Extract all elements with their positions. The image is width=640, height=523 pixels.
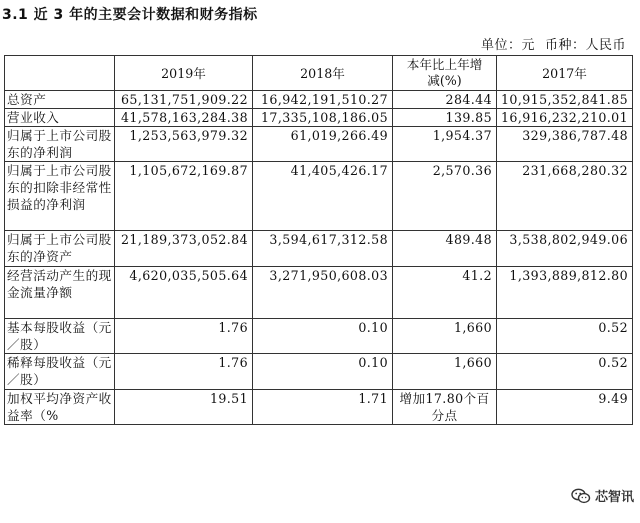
row-label: 归属于上市公司股东的净资产 [5,231,115,267]
value-change: 139.85 [393,109,497,127]
table-row [5,319,633,354]
value-2019: 1.76 [115,319,253,354]
row-label: 稀释每股收益（元／股） [5,354,115,390]
value-change: 489.48 [393,231,497,267]
header-2018: 2018年 [253,56,393,91]
table-row [5,267,633,319]
table-row [5,231,633,267]
value-2017: 3,538,802,949.06 [497,231,633,267]
table-row [5,109,633,127]
value-2018: 0.10 [253,354,393,390]
header-change-text: 本年比上年增减(%) [406,57,483,88]
value-2017: 329,386,787.48 [497,127,633,162]
row-label: 加权平均净资产收益率（% [5,390,115,425]
table-header-row [5,56,633,91]
row-label: 基本每股收益（元／股） [5,319,115,354]
value-2018: 16,942,191,510.27 [253,91,393,109]
value-2019: 4,620,035,505.64 [115,267,253,319]
row-label: 营业收入 [5,109,115,127]
table-row [5,127,633,162]
row-label: 总资产 [5,91,115,109]
watermark [571,486,634,505]
value-2017: 10,915,352,841.85 [497,91,633,109]
unit-label: 单位：元 [480,38,535,53]
value-2019: 21,189,373,052.84 [115,231,253,267]
value-2018: 61,019,266.49 [253,127,393,162]
value-2018: 1.71 [253,390,393,425]
value-2017: 0.52 [497,354,633,390]
value-2018: 0.10 [253,319,393,354]
value-change: 1,660 [393,319,497,354]
value-change: 41.2 [393,267,497,319]
value-2019: 41,578,163,284.38 [115,109,253,127]
value-2019: 65,131,751,909.22 [115,91,253,109]
row-label: 归属于上市公司股东的净利润 [5,127,115,162]
value-2017: 16,916,232,210.01 [497,109,633,127]
value-2017: 9.49 [497,390,633,425]
value-change: 2,570.36 [393,162,497,231]
value-change: 增加17.80个百分点 [393,390,497,425]
value-2018: 3,594,617,312.58 [253,231,393,267]
table-row [5,354,633,390]
table-row [5,91,633,109]
header-label-cell [5,56,115,91]
value-2018: 3,271,950,608.03 [253,267,393,319]
value-2019: 1,105,672,169.87 [115,162,253,231]
table-row [5,390,633,425]
row-label: 经营活动产生的现金流量净额 [5,267,115,319]
header-2017: 2017年 [497,56,633,91]
table-row [5,162,633,231]
value-change: 1,660 [393,354,497,390]
header-change [393,56,497,91]
value-2017: 0.52 [497,319,633,354]
value-change: 1,954.37 [393,127,497,162]
watermark-text: 芯智讯 [594,490,634,505]
section-heading: 3.1 近 3 年的主要会计数据和财务指标 [2,7,258,23]
financial-data-table [4,55,633,425]
unit-line [471,34,626,53]
value-2019: 19.51 [115,390,253,425]
value-2017: 1,393,889,812.80 [497,267,633,319]
value-2019: 1,253,563,979.32 [115,127,253,162]
value-2018: 41,405,426.17 [253,162,393,231]
wechat-icon [571,488,591,504]
value-change: 284.44 [393,91,497,109]
row-label: 归属于上市公司股东的扣除非经常性损益的净利润 [5,162,115,231]
value-2017: 231,668,280.32 [497,162,633,231]
header-2019: 2019年 [115,56,253,91]
value-2019: 1.76 [115,354,253,390]
currency-label: 币种：人民币 [544,38,626,53]
value-2018: 17,335,108,186.05 [253,109,393,127]
